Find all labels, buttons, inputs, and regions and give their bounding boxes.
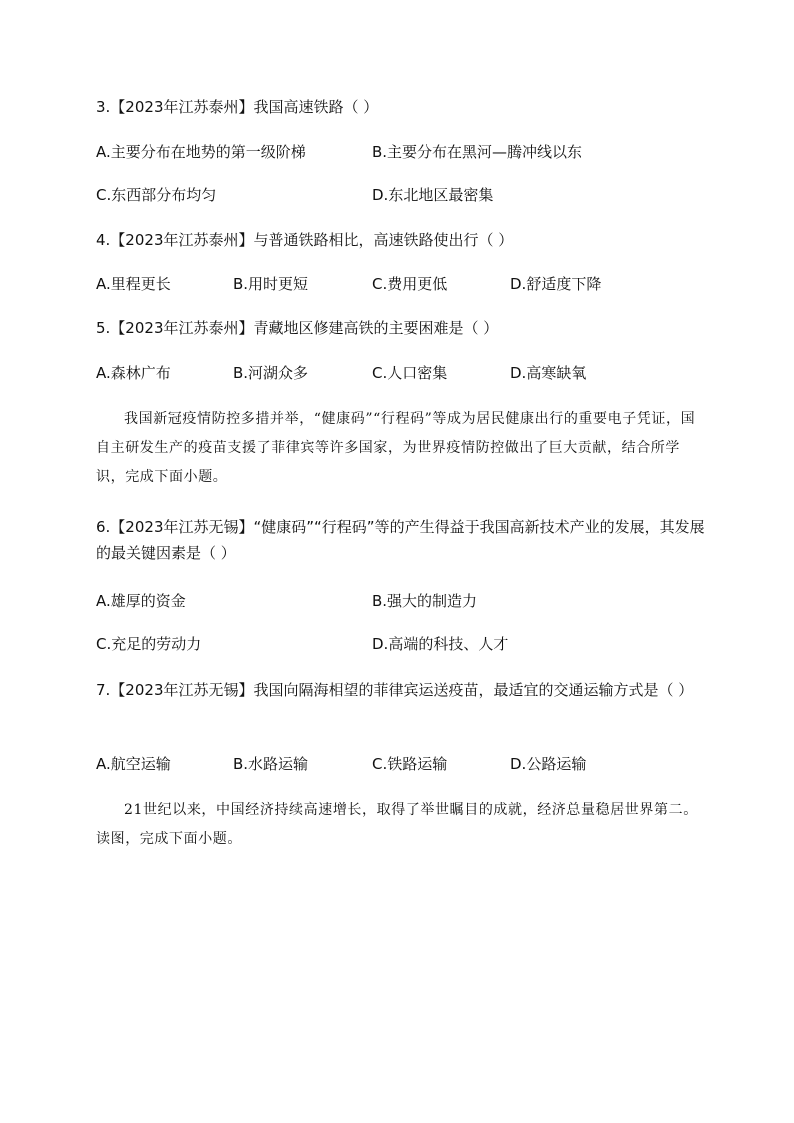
question-6-options — [96, 589, 706, 613]
question-7-option-b: B.水路运输 — [233, 755, 309, 773]
question-4-option-d: D.舒适度下降 — [510, 275, 602, 293]
question-6-option-d: D.高端的科技、人才 — [372, 635, 509, 653]
question-6-option-c: C.充足的劳动力 — [96, 635, 202, 653]
question-7-options — [96, 752, 706, 776]
question-6-stem: 6.【2023年江苏无锡】“健康码”“行程码”等的产生得益于我国高新技术产业的发展，其发展的最关键因素是（ ） — [96, 518, 705, 562]
question-5-option-a: A.森林广布 — [96, 364, 171, 382]
question-5-option-d: D.高寒缺氧 — [510, 364, 587, 382]
question-4-options — [96, 272, 706, 296]
question-3-options-row-2 — [96, 183, 706, 207]
reading-passage-2: 21世纪以来，中国经济持续高速增长，取得了举世瞩目的成就，经济总量稳居世界第二。读图，完成下面小题。 — [96, 802, 698, 847]
question-6-option-a: A.雄厚的资金 — [96, 592, 186, 610]
question-4-stem: 4.【2023年江苏泰州】与普通铁路相比，高速铁路使出行（ ） — [96, 231, 514, 249]
question-3-options — [96, 140, 706, 164]
question-3-option-c: C.东西部分布均匀 — [96, 186, 217, 204]
question-4-option-a: A.里程更长 — [96, 275, 171, 293]
reading-passage-1: 我国新冠疫情防控多措并举，“健康码”“行程码”等成为居民健康出行的重要电子凭证，国自主研发生产的疫苗支援了菲律宾等许多国家，为世界疫情防控做出了巨大贡献，结合所学识，完成下面小题。 — [96, 411, 696, 485]
question-7-stem: 7.【2023年江苏无锡】我国向隔海相望的菲律宾运送疫苗，最适宜的交通运输方式是（ ） — [96, 681, 694, 699]
question-5-options — [96, 361, 706, 385]
question-7-option-c: C.铁路运输 — [372, 755, 448, 773]
question-4-option-b: B.用时更短 — [233, 275, 309, 293]
question-6-options-row-2 — [96, 632, 706, 656]
question-5-option-b: B.河湖众多 — [233, 364, 309, 382]
question-3-stem: 3.【2023年江苏泰州】我国高速铁路（ ） — [96, 98, 379, 116]
question-5-stem: 5.【2023年江苏泰州】青藏地区修建高铁的主要困难是（ ） — [96, 319, 499, 337]
question-7-option-a: A.航空运输 — [96, 755, 171, 773]
question-3-option-b: B.主要分布在黑河—腾冲线以东 — [372, 143, 583, 161]
question-3-option-d: D.东北地区最密集 — [372, 186, 494, 204]
question-6-option-b: B.强大的制造力 — [372, 592, 478, 610]
question-4-option-c: C.费用更低 — [372, 275, 448, 293]
question-3-option-a: A.主要分布在地势的第一级阶梯 — [96, 143, 306, 161]
question-7-option-d: D.公路运输 — [510, 755, 587, 773]
question-5-option-c: C.人口密集 — [372, 364, 448, 382]
